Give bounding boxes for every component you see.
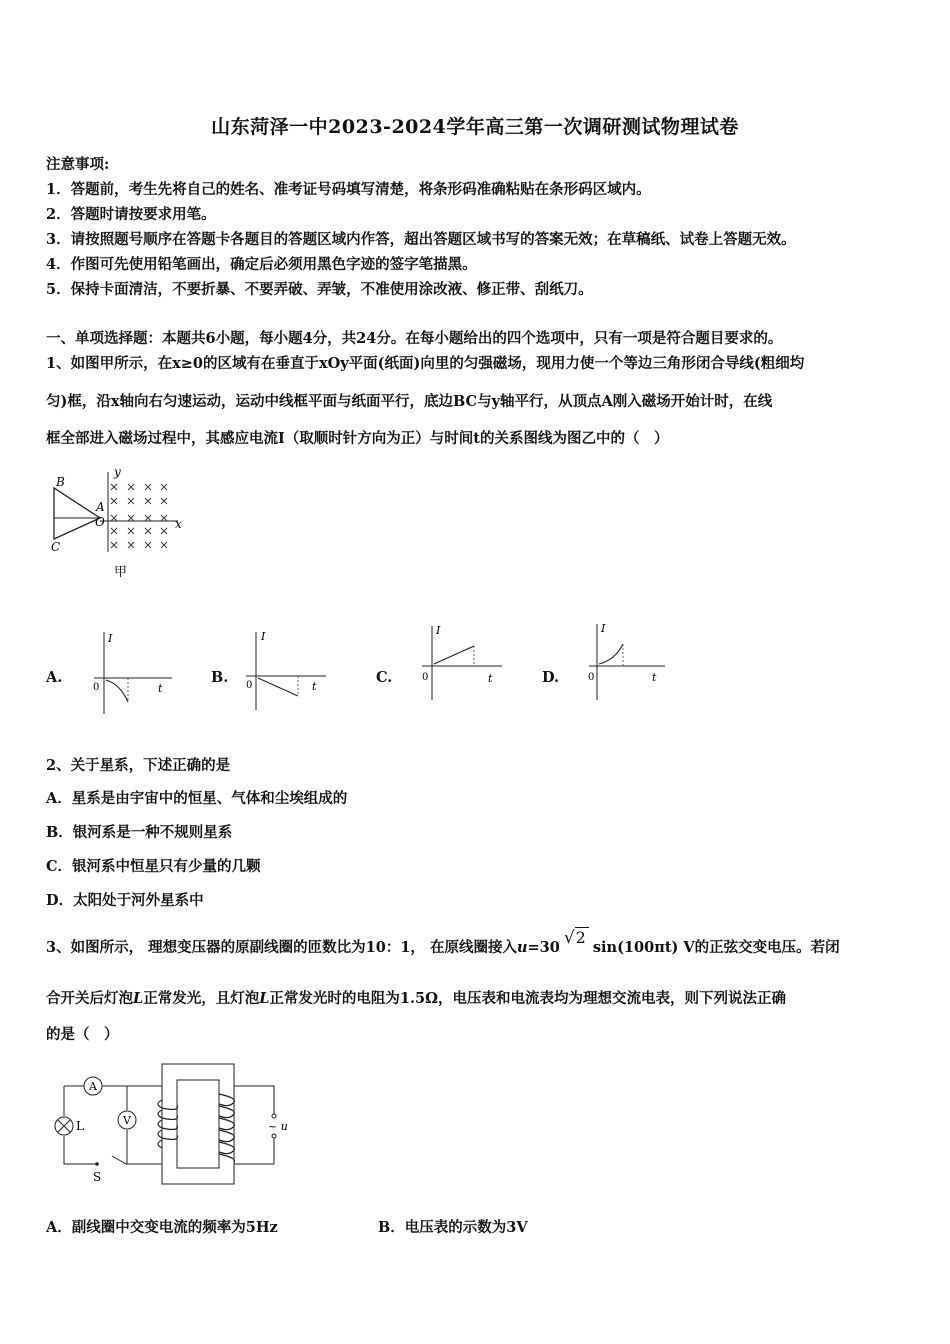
transformer-coils — [158, 1094, 234, 1162]
q2-option[interactable]: D．太阳处于河外星系中 — [46, 892, 204, 909]
label-y: y — [114, 465, 121, 479]
q3-stem-text: 正常发光时的电阻为1.5Ω，电压表和电流表均为理想交流电表，则下列说法正确 — [269, 990, 787, 1007]
axis-t-label: t — [312, 680, 317, 693]
axis-t-label: t — [652, 671, 657, 684]
terminal-icon — [272, 1134, 276, 1138]
notice-item: 4．作图可先使用铅笔画出，确定后必须用黑色字迹的签字笔描黑。 — [46, 256, 477, 273]
q1-option-b-graph[interactable] — [242, 626, 332, 714]
q3-variable-L: L — [259, 990, 270, 1007]
origin-label: 0 — [246, 680, 253, 691]
q1-option-d-graph[interactable] — [585, 618, 671, 704]
notice-item: 2．答题时请按要求用笔。 — [46, 206, 216, 223]
label-A: A — [96, 500, 105, 514]
q2-option[interactable]: A．星系是由宇宙中的恒星、气体和尘埃组成的 — [46, 790, 348, 807]
q1-stem-line: 1、如图甲所示，在x≥0的区域有在垂直于xOy平面(纸面)向里的匀强磁场，现用力使一个等边三角形闭合导线(粗细均 — [46, 355, 805, 372]
q2-stem: 2、关于星系，下述正确的是 — [46, 757, 231, 774]
q3-stem-text: 3、如图所示， 理想变压器的原副线圈的匝数比为10：1， 在原线圈接入 — [46, 939, 517, 956]
q1-stem-line: 框全部进入磁场过程中，其感应电流I（取顺时针方向为正）与时间t的关系图线为图乙中的（ ） — [46, 430, 669, 447]
q2-option[interactable]: B．银河系是一种不规则星系 — [46, 824, 233, 841]
q3-stem-line — [46, 928, 840, 957]
axis-I-label: I — [436, 624, 441, 637]
sqrt-symbol: √ — [563, 928, 575, 948]
axis-I-label: I — [601, 622, 606, 635]
magnetic-field-crosses — [111, 484, 167, 548]
q3-option[interactable]: A．副线圈中交变电流的频率为5Hz — [46, 1219, 278, 1236]
section-heading: 一、单项选择题：本题共6小题，每小题4分，共24分。在每小题给出的四个选项中，只有一项是符合题目要求的。 — [46, 330, 783, 347]
source-label: ~ u — [268, 1120, 288, 1133]
origin-label: 0 — [93, 682, 100, 693]
origin-label: 0 — [588, 672, 595, 683]
ammeter-label: A — [89, 1080, 97, 1093]
label-O: O — [95, 515, 105, 529]
sqrt-argument: 2 — [575, 927, 589, 947]
label-C: C — [51, 540, 61, 554]
notice-item: 3．请按照题号顺序在答题卡各题目的答题区域内作答，超出答题区域书写的答案无效；在草稿纸、试卷上答题无效。 — [46, 231, 796, 248]
q1-stem-line: 匀)框，沿x轴向右匀速运动，运动中线框平面与纸面平行，底边BC与y轴平行，从顶点A刚入磁场开始计时，在线 — [46, 393, 773, 410]
label-x: x — [175, 517, 182, 531]
q1-option-a-graph[interactable] — [88, 626, 178, 718]
lamp-label: L — [76, 1119, 84, 1133]
axis-I-label: I — [108, 632, 113, 645]
q2-option[interactable]: C．银河系中恒星只有少量的几颗 — [46, 858, 261, 875]
q3-stem-text: sin(100πt) V的正弦交变电压。若闭 — [592, 939, 840, 956]
q1-option-c-graph[interactable] — [418, 620, 508, 704]
terminal-icon — [272, 1114, 276, 1118]
q3-circuit-diagram — [44, 1060, 304, 1188]
q3-stem-text: 正常发光，且灯泡 — [143, 990, 260, 1007]
q3-variable-L: L — [133, 990, 144, 1007]
notice-item: 1．答题前，考生先将自己的姓名、准考证号码填写清楚，将条形码准确粘贴在条形码区域内。 — [46, 181, 651, 198]
q3-eq: =30 — [527, 939, 560, 956]
page-title: 山东菏泽一中2023-2024学年高三第一次调研测试物理试卷 — [211, 116, 739, 138]
q3-stem-line: 的是（ ） — [46, 1026, 119, 1043]
notice-heading: 注意事项: — [46, 156, 110, 173]
axis-t-label: t — [488, 672, 493, 685]
q1-option-label[interactable]: A. — [46, 669, 63, 686]
q3-variable-u: u — [516, 939, 528, 956]
switch-icon — [95, 1162, 99, 1166]
axis-t-label: t — [158, 682, 163, 695]
label-B: B — [56, 475, 65, 489]
voltmeter-label: V — [123, 1114, 131, 1127]
q3-stem-text: 合开关后灯泡 — [46, 990, 133, 1007]
axis-I-label: I — [261, 630, 266, 643]
q1-figure-jia — [44, 462, 194, 584]
figure-caption: 甲 — [114, 565, 128, 580]
q3-option[interactable]: B．电压表的示数为3V — [378, 1219, 528, 1236]
q3-stem-line — [46, 987, 786, 1008]
q1-option-label[interactable]: C. — [376, 669, 393, 686]
q1-option-label[interactable]: D. — [542, 669, 560, 686]
switch-label: S — [93, 1170, 102, 1184]
notice-item: 5．保持卡面清洁，不要折暴、不要弄破、弄皱，不准使用涂改液、修正带、刮纸刀。 — [46, 281, 593, 298]
q1-option-label[interactable]: B. — [211, 669, 229, 686]
origin-label: 0 — [422, 672, 429, 683]
